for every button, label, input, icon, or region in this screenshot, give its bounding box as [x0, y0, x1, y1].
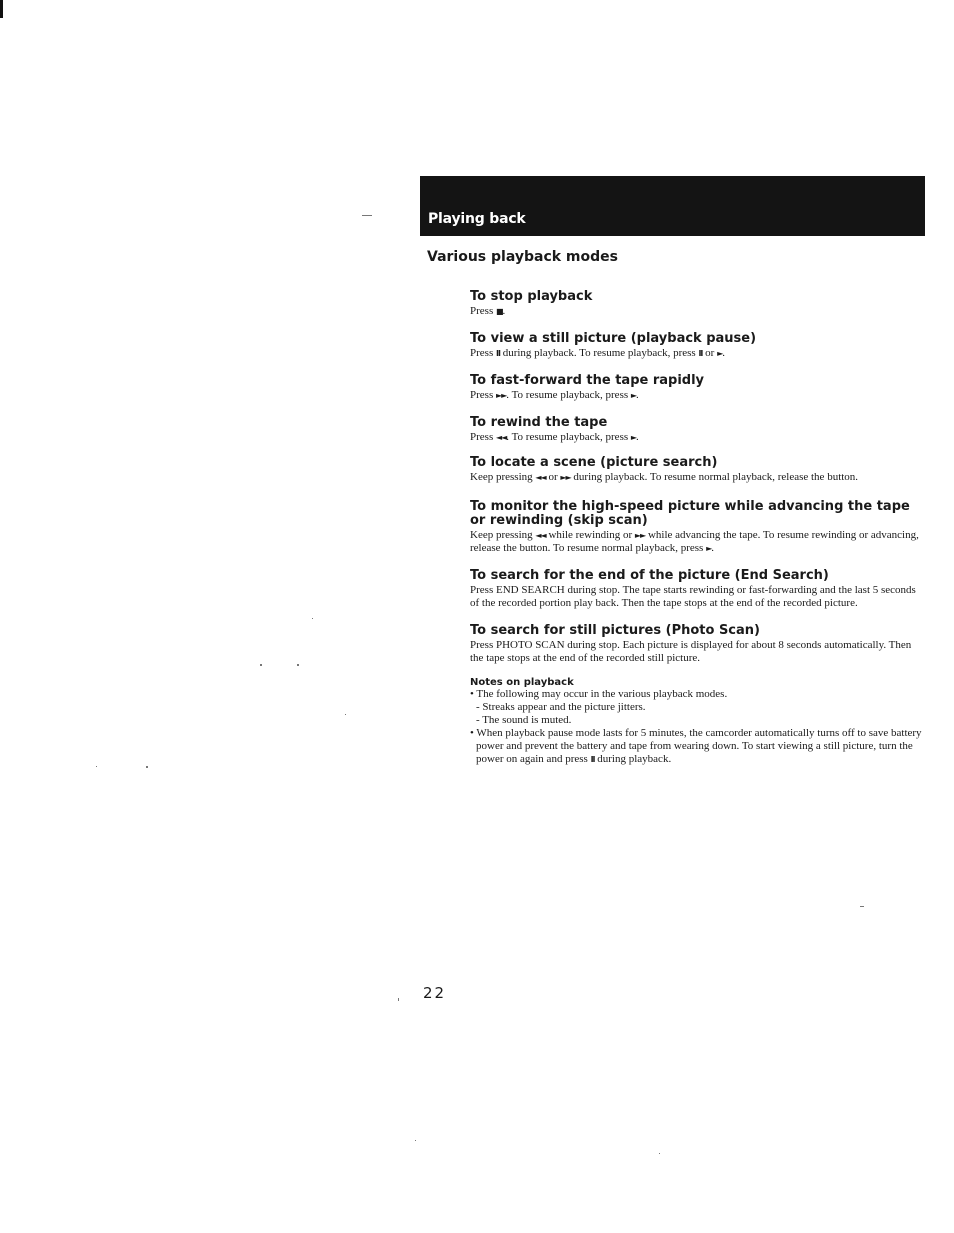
- notes-heading: Notes on playback: [470, 677, 574, 688]
- play-symbol-icon: ►: [630, 391, 637, 400]
- item-body: Keep pressing ◄◄ or ►► during playback. To resume normal playback, release the button.: [470, 471, 859, 483]
- section-header-bar: [420, 176, 925, 236]
- scan-speck: [146, 766, 148, 768]
- item-heading: To locate a scene (picture search): [470, 455, 718, 470]
- play-symbol-icon: ►: [706, 544, 712, 553]
- scan-speck: [415, 1140, 416, 1141]
- item-end-search: [470, 569, 926, 610]
- section-title: Various playback modes: [427, 249, 618, 265]
- header-title: Playing back: [428, 211, 526, 227]
- rewind-symbol-icon: ◄◄: [535, 531, 546, 540]
- item-body: Press ◄◄. To resume playback, press ►.: [470, 431, 639, 443]
- stop-symbol-icon: ■: [495, 307, 503, 316]
- item-stop-playback: [470, 290, 926, 318]
- scan-speck: [312, 618, 313, 619]
- item-skip-scan: [470, 500, 926, 555]
- rewind-symbol-icon: ◄◄: [495, 433, 507, 442]
- scan-speck: [260, 664, 262, 666]
- pause-symbol-icon: II: [590, 755, 595, 764]
- fast-forward-symbol-icon: ►►: [634, 531, 646, 540]
- play-symbol-icon: ►: [630, 433, 637, 442]
- scan-speck: [96, 766, 97, 767]
- item-body: Press PHOTO SCAN during stop. Each picture is displayed for about 8 seconds automatically. Then the tape stops at the end of the recorded still picture.: [470, 639, 912, 664]
- play-symbol-icon: ►: [717, 349, 723, 358]
- note-bullet: • When playback pause mode lasts for 5 minutes, the camcorder automatically turns off to save battery power and prevent the battery and tape from wearing down. To start viewing a still picture, turn the power on again and press II during playback.: [470, 727, 922, 765]
- note-sub-item: - The sound is muted.: [476, 714, 572, 726]
- rewind-symbol-icon: ◄◄: [535, 473, 546, 482]
- content-column: [470, 290, 926, 766]
- item-body: Press ■.: [470, 305, 506, 317]
- note-bullet: • The following may occur in the various playback modes.: [470, 688, 728, 700]
- item-heading: To monitor the high-speed picture while advancing the tape or rewinding (skip scan): [470, 499, 910, 528]
- scan-speck: [860, 906, 864, 907]
- item-body: Press END SEARCH during stop. The tape starts rewinding or fast-forwarding and the last 5 seconds of the recorded portion play back. Then the tape stops at the end of the recorded picture.: [470, 584, 916, 609]
- notes-block: [470, 677, 926, 766]
- pause-symbol-icon: II: [698, 349, 703, 358]
- item-picture-search: [470, 456, 926, 484]
- fast-forward-symbol-icon: ►►: [495, 391, 507, 400]
- item-heading: To rewind the tape: [470, 415, 608, 430]
- item-heading: To stop playback: [470, 289, 593, 304]
- scan-speck: [297, 664, 299, 666]
- item-heading: To search for the end of the picture (End Search): [470, 568, 829, 583]
- pause-symbol-icon: II: [495, 349, 500, 358]
- item-heading: To fast-forward the tape rapidly: [470, 373, 705, 388]
- item-fast-forward: [470, 374, 926, 402]
- fast-forward-symbol-icon: ►►: [560, 473, 571, 482]
- item-playback-pause: [470, 332, 926, 360]
- item-photo-scan: [470, 624, 926, 665]
- scan-speck: [659, 1153, 660, 1154]
- item-body: Press ►►. To resume playback, press ►.: [470, 389, 639, 401]
- scan-speck: [345, 714, 346, 715]
- page-edge-mark: [0, 0, 3, 18]
- item-body: Press II during playback. To resume playback, press II or ►.: [470, 347, 725, 359]
- scan-speck: [362, 215, 372, 216]
- page-number: 22: [423, 984, 447, 1002]
- item-rewind: [470, 416, 926, 444]
- note-sub-item: - Streaks appear and the picture jitters.: [476, 701, 646, 713]
- item-heading: To search for still pictures (Photo Scan): [470, 623, 760, 638]
- scan-speck: [398, 998, 399, 1001]
- item-body: Keep pressing ◄◄ while rewinding or ►► while advancing the tape. To resume rewinding or advancing, release the button. To resume normal playback, press ►.: [470, 529, 919, 554]
- item-heading: To view a still picture (playback pause): [470, 331, 757, 346]
